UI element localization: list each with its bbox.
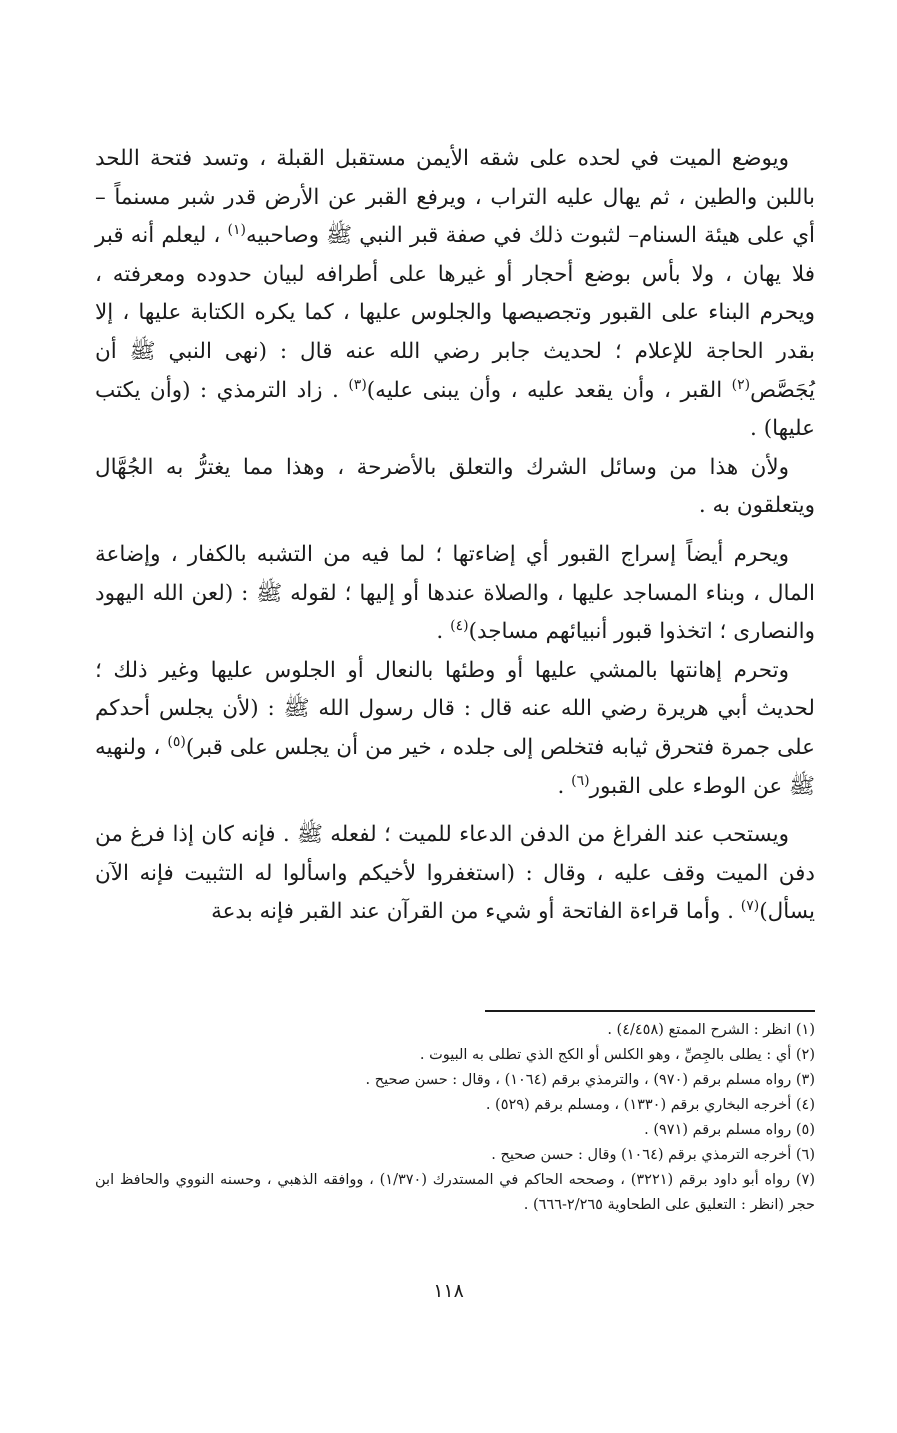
paragraph-5-part-1: ويستحب عند الفراغ من الدفن الدعاء للميت ؛ لفعله ﷺ . فإنه كان إذا فرغ من دفن الميت وقف عليه ، وقال : (استغفروا لأخيكم واسألوا له التثبيت فإنه الآن يسأل) — [95, 822, 815, 925]
main-text — [95, 140, 815, 932]
footnote-7: (٧) رواه أبو داود برقم (٣٢٢١) ، وصححه الحاكم في المستدرك (١/٣٧٠) ، ووافقه الذهبي ، وحسنه النووي والحافظ ابن حجر (انظر : التعليق على الطحاوية ٢/٢٦٥-٦٦٦) . — [95, 1172, 815, 1213]
footnote-marker-4: (٤) — [450, 617, 469, 634]
paragraph-3 — [95, 536, 815, 652]
footnote-5: (٥) رواه مسلم برقم (٩٧١) . — [644, 1122, 815, 1138]
footnote-6: (٦) أخرجه الترمذي برقم (١٠٦٤) وقال : حسن صحيح . — [491, 1147, 815, 1163]
footnote-marker-6: (٦) — [571, 772, 590, 789]
paragraph-1-part-2: ، ليعلم أنه قبر فلا يهان ، ولا بأس بوضع أحجار أو غيرها على أطرافه لبيان حدوده ومعرفته ، ويحرم البناء على القبور وتجصيصها والجلوس عليها ، كما يكره الكتابة عليها ، إلا بقدر الحاجة للإعلام ؛ لحديث جابر رضي الله عنه قال : (نهى النبي ﷺ أن يُجَصَّص — [95, 223, 815, 403]
paragraph-1 — [95, 140, 815, 449]
footnotes — [95, 1018, 815, 1218]
paragraph-1-part-1: ويوضع الميت في لحده على شقه الأيمن مستقبل القبلة ، وتسد فتحة اللحد باللبن والطين ، ثم يهال عليه التراب ، ويرفع القبر عن الأرض قدر شبر مسنماً – أي على هيئة السنام– لثبوت ذلك في صفة قبر النبي ﷺ وصاحبيه — [95, 146, 815, 249]
footnote-1: (١) انظر : الشرح الممتع (٤/٤٥٨) . — [607, 1022, 815, 1038]
paragraph-2 — [95, 449, 815, 526]
footnote-marker-1: (١) — [227, 222, 246, 239]
footnote-3: (٣) رواه مسلم برقم (٩٧٠) ، والترمذي برقم (١٠٦٤) ، وقال : حسن صحيح . — [365, 1072, 815, 1088]
footnote-4: (٤) أخرجه البخاري برقم (١٣٣٠) ، ومسلم برقم (٥٢٩) . — [485, 1097, 815, 1113]
footnote-marker-2: (٢) — [731, 376, 751, 393]
paragraph-1-part-4: . زاد الترمذي : (وأن يكتب عليها) . — [95, 377, 815, 442]
paragraph-4-part-1: وتحرم إهانتها بالمشي عليها أو وطئها بالنعال أو الجلوس عليها وغير ذلك ؛ لحديث أبي هريرة رضي الله عنه قال : قال رسول الله ﷺ : (لأن يجلس أحدكم على جمرة فتحرق ثيابه فتخلص إلى جلده ، خير من أن يجلس على قبر) — [95, 657, 815, 760]
paragraph-5-part-2: . وأما قراءة الفاتحة أو شيء من القرآن عند القبر فإنه بدعة — [211, 899, 741, 925]
footnote-marker-3: (٣) — [348, 376, 367, 393]
paragraph-3-part-1: ويحرم أيضاً إسراج القبور أي إضاءتها ؛ لما فيه من التشبه بالكفار ، وإضاعة المال ، وبناء المساجد عليها ، والصلاة عندها أو إليها ؛ لقوله ﷺ : (لعن الله اليهود والنصارى ؛ اتخذوا قبور أنبيائهم مساجد) — [95, 541, 815, 645]
paragraph-5 — [95, 816, 815, 932]
footnote-2: (٢) أي : يطلى بالجِصِّ ، وهو الكلس أو الكج الذي تطلى به البيوت . — [419, 1047, 815, 1063]
paragraph-3-part-2: . — [436, 619, 451, 645]
footnote-marker-5: (٥) — [167, 733, 186, 750]
footnote-separator — [485, 1010, 815, 1012]
paragraph-2-text: ولأن هذا من وسائل الشرك والتعلق بالأضرحة ، وهذا مما يغترُّ به الجُهَّال ويتعلقون به . — [95, 454, 815, 519]
footnote-marker-7: (٧) — [740, 898, 760, 915]
paragraph-1-part-3: القبر ، وأن يقعد عليه ، وأن يبنى عليه) — [366, 377, 732, 403]
paragraph-4-part-2: ، ولنهيه ﷺ عن الوطء على القبور — [95, 734, 815, 799]
paragraph-4 — [95, 652, 815, 806]
paragraph-4-part-3: . — [557, 773, 572, 799]
page-number: ١١٨ — [433, 1280, 464, 1302]
